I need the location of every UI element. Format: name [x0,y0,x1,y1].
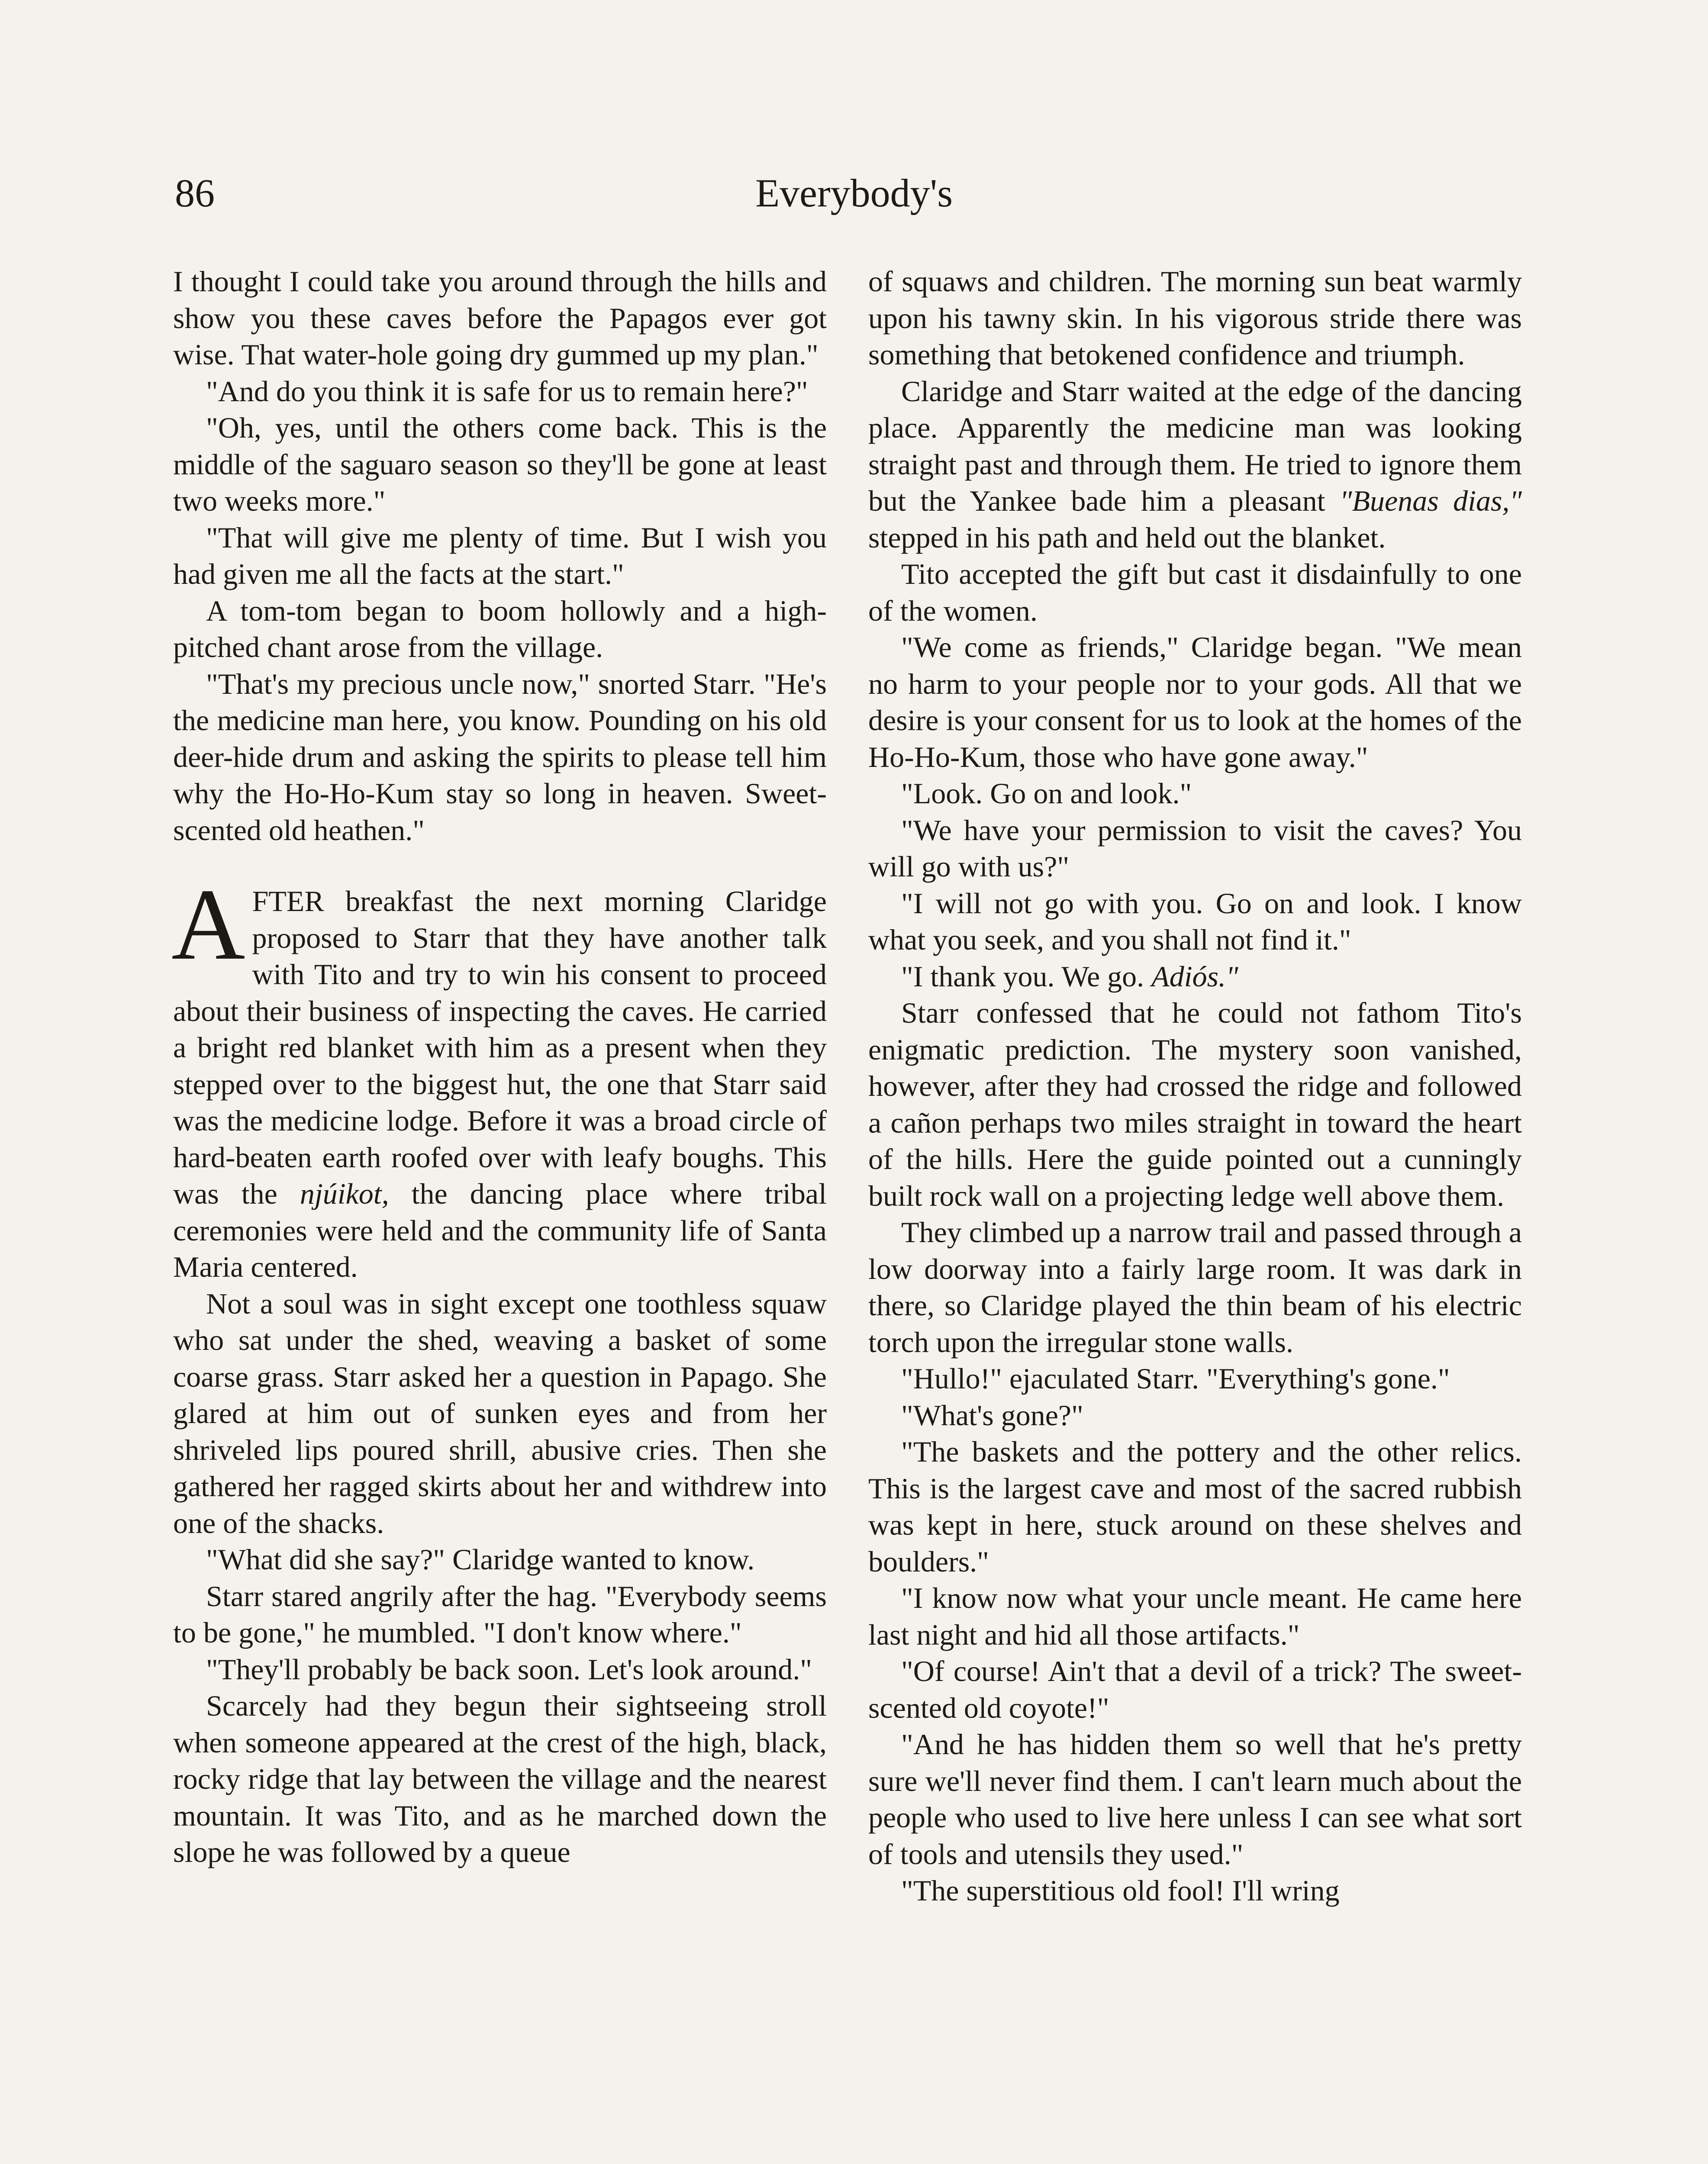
paragraph: A tom-tom began to boom hollowly and a high-pitched chant arose from the village. [173,594,827,663]
paragraph: Tito accepted the gift but cast it disdainfully to one of the women. [868,557,1522,627]
paragraph-text: "I thank you. We go. [901,960,1152,993]
paragraph: "The baskets and the pottery and the other relics. This is the largest cave and most of the sacred rubbish was kept in here, stuck around on these shelves and boulders." [868,1435,1522,1578]
paragraph: "That's my precious uncle now," snorted Starr. "He's the medicine man here, you know. Pounding on his old deer-hide drum and asking the spirits to please tell him why the Ho-Ho-Kum stay so long in heaven. Sweet-scented old heathen." [173,667,827,847]
paragraph: I thought I could take you around through the hills and show you these caves before the Papagos ever got wise. That water-hole going dry gummed up my plan." [173,265,827,371]
paragraph: "That will give me plenty of time. But I wish you had given me all the facts at the start." [173,521,827,590]
section-opening-paragraph [171,868,827,1285]
paragraph: Scarcely had they begun their sightseeing stroll when someone appeared at the crest of the high, black, rocky ridge that lay between the village and the nearest mountain. It was Tito, and as he marched down the slope he was followed by a queue [173,1689,827,1868]
paragraph-text: Claridge and Starr waited at the edge of the dancing place. Apparently the medicine man was looking straight past and through them. He tried to ignore them but the Yankee bade him a pleasant [868,374,1522,517]
paragraph: "They'll probably be back soon. Let's look around." [206,1652,812,1686]
paragraph-text: the dancing place where tribal ceremonies were held and the community life of Santa Maria centered. [173,1177,827,1283]
paragraph: "We have your permission to visit the caves? You will go with us?" [868,813,1522,883]
right-column [868,263,1522,1909]
paragraph: Starr stared angrily after the hag. "Everybody seems to be gone," he mumbled. "I don't know where." [173,1579,827,1649]
italic-term: njúikot, [300,1177,389,1210]
italic-greeting: "Buenas dias," [1339,484,1522,517]
drop-cap: A [171,868,245,981]
left-column [173,263,827,1871]
paragraph: "The superstitious old fool! I'll wring [901,1874,1340,1907]
paragraph [868,958,1522,995]
paragraph: of squaws and children. The morning sun beat warmly upon his tawny skin. In his vigorous stride there was something that betokened confidence and triumph. [868,265,1522,371]
italic-farewell: Adiós." [1151,960,1238,993]
paragraph: "I know now what your uncle meant. He came here last night and hid all those artifacts." [868,1581,1522,1651]
paragraph: "Of course! Ain't that a devil of a trick? The sweet-scented old coyote!" [868,1655,1522,1724]
paragraph: "I will not go with you. Go on and look. I know what you seek, and you shall not find it." [868,886,1522,956]
paragraph: "What's gone?" [901,1398,1083,1432]
paragraph-text: stepped in his path and held out the blanket. [868,521,1386,554]
paragraph-text: FTER breakfast the next morning Claridge proposed to Starr that they have another talk with Tito and try to win his consent to proceed about their business of inspecting the caves. He carried a bright red blanket with him as a present when they stepped over to the biggest hut, the one that Starr said was the medicine lodge. Before it was a broad circle of hard-beaten earth roofed over with leafy boughs. This was the [173,885,827,1210]
paragraph: "Oh, yes, until the others come back. This is the middle of the saguaro season so they'll be gone at least two weeks more." [173,411,827,517]
paragraph [868,373,1522,556]
paragraph: Starr confessed that he could not fathom Tito's enigmatic prediction. The mystery soon vanished, however, after they had crossed the ridge and followed a cañon perhaps two miles straight in toward the heart of the hills. Here the guide pointed out a cunningly built rock wall on a projecting ledge well above them. [868,996,1522,1212]
paragraph: "Look. Go on and look." [901,777,1192,810]
paragraph: Not a soul was in sight except one toothless squaw who sat under the shed, weaving a basket of some coarse grass. Starr asked her a question in Papago. She glared at him out of sunken eyes and from her shriveled lips poured shrill, abusive cries. Then she gathered her ragged skirts about her and withdrew into one of the shacks. [173,1287,827,1539]
running-head: Everybody's [755,171,953,215]
paragraph: "And he has hidden them so well that he's pretty sure we'll never find them. I can't learn much about the people who used to live here unless I can see what sort of tools and utensils they used." [868,1728,1522,1871]
page-number: 86 [175,171,215,215]
paragraph: "Hullo!" ejaculated Starr. "Everything's gone." [901,1362,1450,1395]
paragraph: They climbed up a narrow trail and passed through a low doorway into a fairly large room. It was dark in there, so Claridge played the thin beam of his electric torch upon the irregular stone walls. [868,1216,1522,1359]
paragraph: "And do you think it is safe for us to remain here?" [206,374,808,408]
paragraph: "What did she say?" Claridge wanted to know. [206,1543,755,1576]
paragraph: "We come as friends," Claridge began. "We mean no harm to your people nor to your gods. All that we desire is your consent for us to look at the homes of the Ho-Ho-Kum, those who have gone away." [868,631,1522,773]
